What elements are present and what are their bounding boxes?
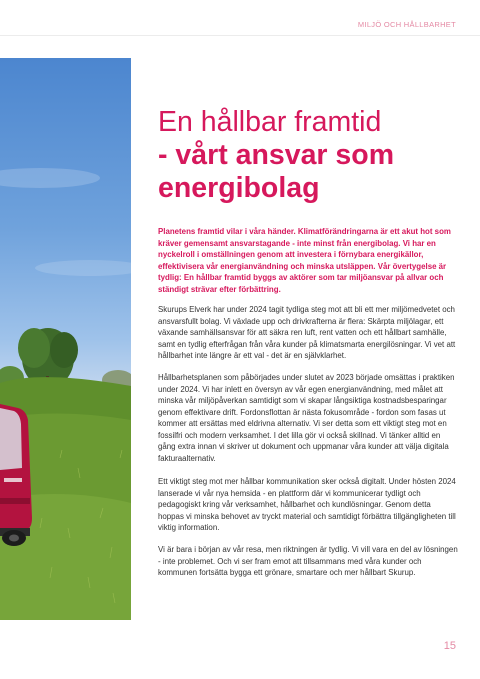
body-paragraph: Vi är bara i början av vår resa, men riktningen är tydlig. Vi vill vara en del av lösningen - inte problemet. Och vi ser fram emot att tillsammans med våra kunder och kommunen fortsätta bygga ett grönare, smartare och mer hållbart Skurup. [158, 545, 458, 577]
title-line-2: - vårt ansvar som [158, 139, 395, 171]
lead-paragraph: Planetens framtid vilar i våra händer. Klimatförändringarna är ett akut hot som kräver gemensamt ansvarstagande - inte minst från energibolag. Vi har en nyckelroll i omställningen genom att investera i förnybara energikällor, effektivisera vår energianvändning och minska utsläppen. Vår övertygelse är tydlig: En hållbar framtid byggs av aktörer som tar miljöansvar på allvar och ständigt strävar efter förbättring. [158, 227, 451, 294]
title-line-3: energibolag [158, 172, 320, 204]
page-number: 15 [443, 640, 456, 652]
van-in-field-illustration [0, 58, 131, 620]
title-line-1: En hållbar framtid [158, 106, 382, 138]
body-paragraph: Ett viktigt steg mot mer hållbar kommunikation sker också digitalt. Under hösten 2024 lanserade vi vår nya hemsida - en plattform där vi kommunicerar tydligt och pedagogiskt kring vår verksamhet, hållbarhet och kundlösningar. Genom detta hoppas vi minska behovet av tryckt material och samtidigt förbättra tillgängligheten till viktig information. [158, 477, 456, 532]
body-paragraph: Hållbarhetsplanen som påbörjades under slutet av 2023 började omsättas i praktiken under 2024. Vi har inlett en översyn av vår egen energianvändning, med målet att minska vår miljöpåverkan samtidigt som vi skapar långsiktiga kostnadsbesparingar genom effektivare drift. Fordonsflottan är nästa fokusområde - fordon som fasas ut kommer att ersättas med eldrivna alternativ. Vi ser detta som ett viktigt steg mot en fossilfri och modern verksamhet. I det lilla gör vi också skillnad. Vi tänker alltid en gång extra innan vi skriver ut dokument och uppmanar våra kunder att välja digitala fakturaalternativ. [158, 373, 455, 463]
article-title [158, 106, 458, 205]
landscape-photo [0, 58, 131, 620]
section-label: MILJÖ OCH HÅLLBARHET [357, 20, 456, 29]
header-divider [0, 35, 480, 36]
body-paragraph: Skurups Elverk har under 2024 tagit tydliga steg mot att bli ett mer miljömedvetet och ansvarsfullt bolag. Vi växlade upp och drivkrafterna är flera: Skärpta miljölagar, ett växande samhällsansvar för att säkra ren luft, rent vatten och ett hållbart samhälle, samt en tydlig efterfrågan från våra kunder på klimatsmarta energilösningar. Vi vet att hållbarhet inte längre är ett val - det är en självklarhet. [158, 305, 456, 360]
